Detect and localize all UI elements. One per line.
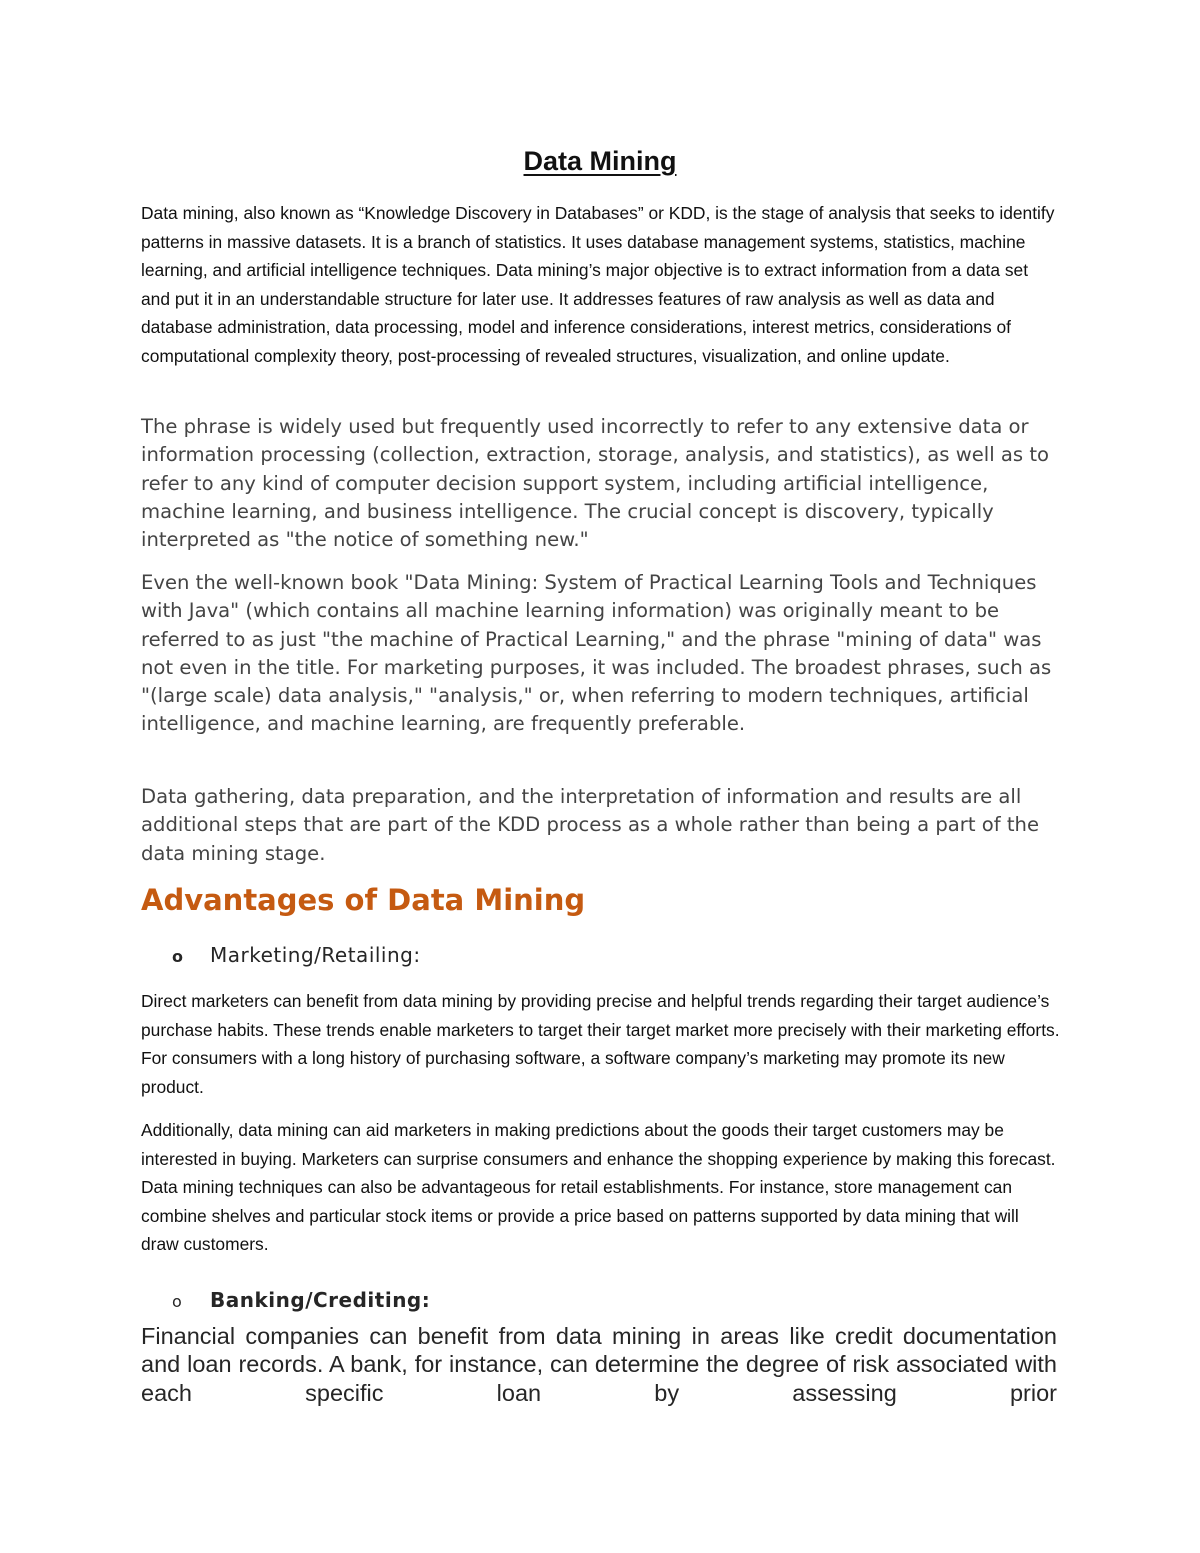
book-paragraph: Even the well-known book "Data Mining: System of Practical Learning Tools and Techniques with Java" (which contains all machine learning information) was originally meant to be referred to as just "the machine of Practical Learning," and the phrase "mining of data" was not even in the title. For marketing purposes, it was included. The broadest phrases, such as "(large scale) data analysis," "analysis," or, when referring to modern techniques, artificial intelligence, and machine learning, are frequently preferable. [141,571,1052,736]
phrase-paragraph: The phrase is widely used but frequently used incorrectly to refer to any extensive data or information processing (collection, extraction, storage, analysis, and statistics), as well as to refer to any kind of computer decision support system, including artificial intelligence, machine learning, and business intelligence. The crucial concept is discovery, typically interpreted as "the notice of something new." [141,415,1050,552]
marketing-paragraph-1: Direct marketers can benefit from data mining by providing precise and helpful trends regarding their target audience’s purchase habits. These trends enable marketers to target their target market more precisely with their marketing efforts. For consumers with a long history of purchasing software, a software company’s marketing may promote its new product. [141,991,1060,1097]
banking-heading: Banking/Crediting: [210,1288,431,1312]
banking-paragraph: Financial companies can benefit from data mining in areas like credit documentation and loan records. A bank, for instance, can determine the degree of risk associated with each specific loan by assessing prior [141,1323,1057,1406]
bullet-circle-icon: o [172,1292,183,1311]
kdd-process-paragraph: Data gathering, data preparation, and the interpretation of information and results are all additional steps that are part of the KDD process as a whole rather than being a part of the data mining stage. [141,785,1040,865]
intro-paragraph: Data mining, also known as “Knowledge Discovery in Databases” or KDD, is the stage of analysis that seeks to identify patterns in massive datasets. It is a branch of statistics. It uses database management systems, statistics, machine learning, and artificial intelligence techniques. Data mining’s major objective is to extract information from a data set and put it in an understandable structure for later use. It addresses features of raw analysis as well as data and database administration, data processing, model and inference considerations, interest metrics, considerations of computational complexity theory, post-processing of revealed structures, visualization, and online update. [141,203,1055,366]
marketing-heading: Marketing/Retailing: [210,943,421,967]
banking-heading-row [172,1288,430,1312]
bullet-circle-icon: o [172,947,184,966]
advantages-heading: Advantages of Data Mining [141,883,586,917]
document-title: Data Mining [523,146,677,176]
marketing-heading-row [172,943,421,967]
marketing-paragraph-2: Additionally, data mining can aid marketers in making predictions about the goods their target customers may be interested in buying. Marketers can surprise consumers and enhance the shopping experience by making this forecast. Data mining techniques can also be advantageous for retail establishments. For instance, store management can combine shelves and particular stock items or provide a price based on patterns supported by data mining that will draw customers. [141,1120,1056,1255]
